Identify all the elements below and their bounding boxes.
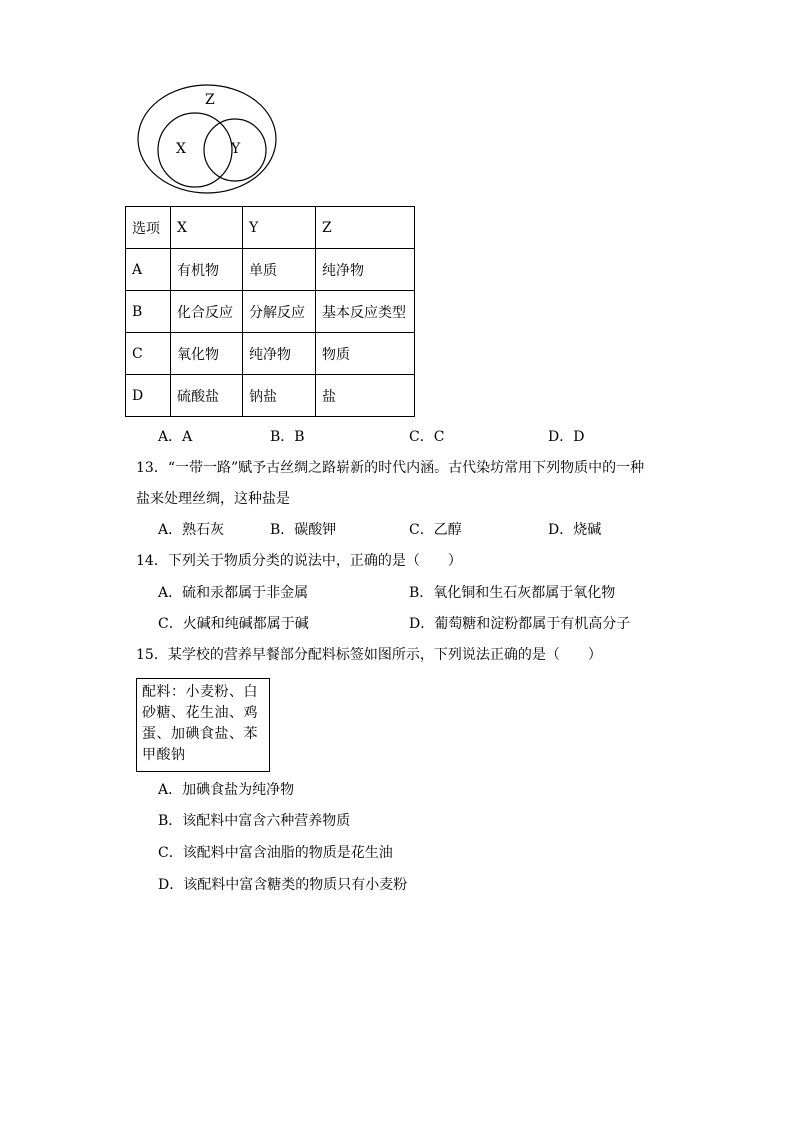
q15-option-c[interactable]: C．该配料中富含油脂的物质是花生油 (158, 845, 393, 861)
table-header-row (126, 207, 415, 249)
table-cell: 基本反应类型 (316, 291, 415, 333)
venn-left-circle (158, 113, 232, 187)
table-cell: 纯净物 (316, 249, 415, 291)
venn-label-x: X (176, 141, 186, 157)
table-cell: A (126, 249, 171, 291)
table-row (126, 333, 415, 375)
q12-option-a[interactable]: A．A (158, 429, 193, 445)
q15-option-a[interactable]: A．加碘食盐为纯净物 (158, 782, 295, 798)
table-header-cell: Z (316, 207, 415, 249)
table-row (126, 249, 415, 291)
table-cell: 物质 (316, 333, 415, 375)
q13-option-b[interactable]: B．碳酸钾 (270, 522, 337, 538)
table-cell: 化合反应 (171, 291, 243, 333)
table-row (126, 291, 415, 333)
q13-stem-line2: 盐来处理丝绸，这种盐是 (136, 491, 290, 507)
q13-stem-line1: 13．“一带一路”赋予古丝绸之路崭新的时代内涵。古代染坊常用下列物质中的一种 (136, 460, 645, 476)
venn-label-z: Z (205, 92, 215, 108)
venn-label-y: Y (231, 141, 241, 157)
q12-option-b[interactable]: B．B (270, 429, 305, 445)
table-cell: 盐 (316, 375, 415, 417)
q15-option-b[interactable]: B．该配料中富含六种营养物质 (158, 813, 351, 829)
q13-option-d[interactable]: D．烧碱 (548, 522, 602, 538)
q14-option-a[interactable]: A．硫和汞都属于非金属 (158, 585, 309, 601)
q13-option-c[interactable]: C．乙醇 (409, 522, 462, 538)
q15-option-d[interactable]: D．该配料中富含糖类的物质只有小麦粉 (158, 877, 408, 893)
table-cell: C (126, 333, 171, 375)
table-cell: B (126, 291, 171, 333)
q14-option-b[interactable]: B．氧化铜和生石灰都属于氧化物 (409, 585, 616, 601)
q14-stem: 14．下列关于物质分类的说法中，正确的是（ ） (136, 553, 462, 569)
table-cell: 硫酸盐 (171, 375, 243, 417)
table-header-cell: 选项 (126, 207, 171, 249)
table-cell: 氧化物 (171, 333, 243, 375)
table-header-cell: X (171, 207, 243, 249)
q15-stem: 15．某学校的营养早餐部分配料标签如图所示，下列说法正确的是（ ） (136, 647, 602, 663)
table-cell: 纯净物 (243, 333, 316, 375)
table-cell: 有机物 (171, 249, 243, 291)
q12-option-c[interactable]: C．C (409, 429, 445, 445)
q13-option-a[interactable]: A．熟石灰 (158, 522, 225, 538)
venn-diagram (135, 82, 280, 197)
table-header-cell: Y (243, 207, 316, 249)
table-cell: D (126, 375, 171, 417)
classification-table (125, 206, 415, 417)
q14-option-c[interactable]: C．火碱和纯碱都属于碱 (158, 616, 309, 632)
table-cell: 钠盐 (243, 375, 316, 417)
table-cell: 分解反应 (243, 291, 316, 333)
q12-option-d[interactable]: D．D (548, 429, 585, 445)
table-row (126, 375, 415, 417)
ingredient-label-box: 配料：小麦粉、白砂糖、花生油、鸡蛋、加碘食盐、苯甲酸钠 (136, 678, 270, 772)
table-cell: 单质 (243, 249, 316, 291)
q14-option-d[interactable]: D．葡萄糖和淀粉都属于有机高分子 (409, 616, 631, 632)
